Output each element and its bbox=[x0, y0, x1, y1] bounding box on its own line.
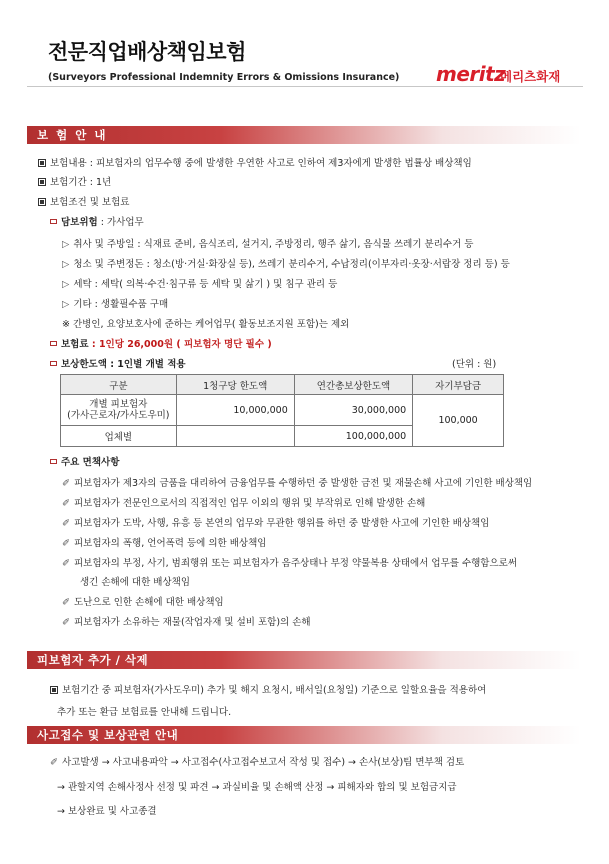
coverage-limit-table bbox=[60, 374, 504, 447]
exclusion-item: ✐ 피보험자가 전문인으로서의 직접적인 업무 이외의 행위 및 부작위로 인해 발생한 손해 bbox=[62, 498, 426, 509]
add-remove-line-2: 추가 또는 환급 보험료를 안내해 드립니다. bbox=[57, 707, 232, 718]
task-item: ▷ 세탁 : 세탁( 의복·수건·침구류 등 세탁 및 삶기 ) 및 침구 관리 등 bbox=[62, 279, 338, 290]
pencil-bullet-icon: ✐ bbox=[62, 518, 70, 529]
small-square-bullet-icon bbox=[50, 361, 57, 366]
pencil-bullet-icon: ✐ bbox=[62, 617, 70, 628]
task-item: ▷ 기타 : 생활필수품 구매 bbox=[62, 299, 169, 310]
triangle-bullet-icon: ▷ bbox=[62, 299, 70, 310]
checkbox-square-icon bbox=[50, 686, 58, 694]
section-heading: 보 험 안 내 bbox=[37, 128, 108, 142]
title-underline bbox=[27, 86, 583, 87]
table-header-cell: 연간총보상한도액 bbox=[294, 375, 412, 395]
task-item: ▷ 청소 및 주변정돈 : 청소(방·거실·화장실 등), 쓰레기 분리수거, 수납정리(이부자리·옷장·서랍장 정리 등) 등 bbox=[62, 259, 510, 270]
section-header-insured-add-remove bbox=[27, 651, 581, 669]
pencil-bullet-icon: ✐ bbox=[62, 478, 70, 489]
exclusions-title-line: 주요 면책사항 bbox=[50, 454, 119, 468]
table-row bbox=[61, 395, 504, 426]
table-header-row bbox=[61, 375, 504, 395]
pencil-bullet-icon: ✐ bbox=[62, 498, 70, 509]
table-cell: 10,000,000 bbox=[176, 395, 294, 426]
pencil-bullet-icon: ✐ bbox=[50, 757, 58, 768]
coverage-limit-line: 보상한도액 : 1인별 개별 적용 bbox=[50, 356, 186, 370]
document-title: 전문직업배상책임보험 bbox=[48, 40, 246, 64]
table-header-cell: 구분 bbox=[61, 375, 177, 395]
meritz-logo-korean: 메리츠화재 bbox=[500, 69, 561, 84]
table-cell: 100,000,000 bbox=[294, 426, 412, 447]
insurance-period-item: 보험기간 : 1년 bbox=[38, 174, 111, 188]
pencil-bullet-icon: ✐ bbox=[62, 538, 70, 549]
table-cell: 업체별 bbox=[61, 426, 177, 447]
exclusion-item: ✐ 피보험자의 폭행, 언어폭력 등에 의한 배상책임 bbox=[62, 538, 267, 549]
claim-flow-line: ✐ 사고발생 → 사고내용파악 → 사고접수(사고접수보고서 작성 및 접수) → 손사(보상)팀 면부책 검토 bbox=[50, 757, 465, 768]
exclusion-item: ✐ 피보험자가 소유하는 재물(작업자재 및 설비 포함)의 손해 bbox=[62, 617, 311, 628]
claim-flow-line: → 관할지역 손해사정사 선정 및 파견 → 과실비율 및 손해액 산정 → 피해자와 합의 및 보험금지급 bbox=[57, 782, 457, 793]
checkbox-square-icon bbox=[38, 159, 46, 167]
coverage-risk-line: 담보위험 : 가사업무 bbox=[50, 214, 144, 228]
pencil-bullet-icon: ✐ bbox=[62, 597, 70, 608]
section-header-claims bbox=[27, 726, 581, 744]
small-square-bullet-icon bbox=[50, 341, 57, 346]
insurance-content-item: 보험내용 : 피보험자의 업무수행 중에 발생한 우연한 사고로 인하여 제3자에게 발생한 법률상 배상책임 bbox=[38, 155, 472, 169]
task-item: ▷ 취사 및 주방일 : 식재료 준비, 음식조리, 설거지, 주방정리, 행주 삶기, 음식물 쓰레기 분리수거 등 bbox=[62, 239, 474, 250]
pencil-bullet-icon: ✐ bbox=[62, 558, 70, 569]
table-cell: 100,000 bbox=[413, 395, 504, 447]
claim-flow-line: → 보상완료 및 사고종결 bbox=[57, 806, 157, 817]
exclusion-note: ※ 간병인, 요양보호사에 준하는 케어업무( 활동보조지원 포함)는 제외 bbox=[62, 319, 350, 330]
exclusion-item-continued: 생긴 손해에 대한 배상책임 bbox=[80, 577, 191, 588]
triangle-bullet-icon: ▷ bbox=[62, 259, 70, 270]
table-cell: 개별 피보험자 (가사근로자/가사도우미) bbox=[61, 395, 177, 426]
table-header-cell: 1청구당 한도액 bbox=[176, 375, 294, 395]
exclusion-item: ✐ 피보험자의 부정, 사기, 범죄행위 또는 피보험자가 음주상태나 부정 약물복용 상태에서 업무를 수행함으로써 bbox=[62, 558, 518, 569]
add-remove-line: 보험기간 중 피보험자(가사도우미) 추가 및 해지 요청시, 배서일(요청일) 기준으로 일할요율을 적용하여 bbox=[50, 682, 486, 696]
premium-line: 보험료 : 1인당 26,000원 ( 피보험자 명단 필수 ) bbox=[50, 336, 272, 350]
section-heading: 사고접수 및 보상관련 안내 bbox=[37, 728, 179, 742]
small-square-bullet-icon bbox=[50, 219, 57, 224]
checkbox-square-icon bbox=[38, 178, 46, 186]
document-subtitle: (Surveyors Professional Indemnity Errors & Omissions Insurance) bbox=[48, 72, 400, 83]
exclusion-item: ✐ 피보험자가 제3자의 금품을 대리하여 금융업무를 수행하던 중 발생한 금전 및 재물손해 사고에 기인한 배상책임 bbox=[62, 478, 533, 489]
section-heading: 피보험자 추가 / 삭제 bbox=[37, 653, 149, 667]
section-header-insurance-info bbox=[27, 126, 581, 144]
exclusion-item: ✐ 피보험자가 도박, 사행, 유흥 등 본연의 업무와 무관한 행위를 하던 중 발생한 사고에 기인한 배상책임 bbox=[62, 518, 490, 529]
checkbox-square-icon bbox=[38, 198, 46, 206]
exclusion-item: ✐ 도난으로 인한 손해에 대한 배상책임 bbox=[62, 597, 224, 608]
table-cell: 30,000,000 bbox=[294, 395, 412, 426]
small-square-bullet-icon bbox=[50, 459, 57, 464]
triangle-bullet-icon: ▷ bbox=[62, 239, 70, 250]
table-header-cell: 자기부담금 bbox=[413, 375, 504, 395]
insurance-terms-item: 보험조건 및 보험료 bbox=[38, 194, 129, 208]
table-cell bbox=[176, 426, 294, 447]
unit-label: (단위 : 원) bbox=[452, 359, 497, 370]
triangle-bullet-icon: ▷ bbox=[62, 279, 70, 290]
meritz-logo: meritz bbox=[436, 62, 506, 86]
